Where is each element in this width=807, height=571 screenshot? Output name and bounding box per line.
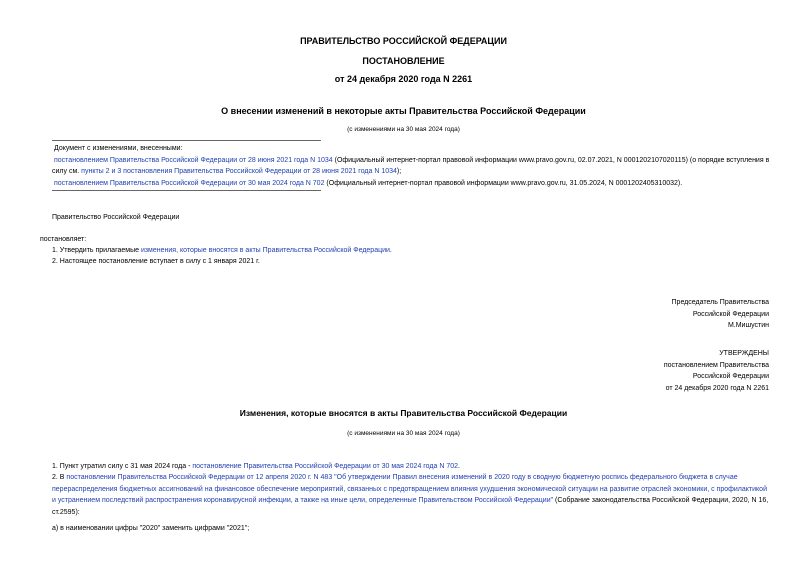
government-heading: ПРАВИТЕЛЬСТВО РОССИЙСКОЙ ФЕДЕРАЦИИ (300, 36, 507, 46)
document-type: ПОСТАНОВЛЕНИЕ (362, 56, 445, 66)
document-date-number: от 24 декабря 2020 года N 2261 (334, 74, 473, 84)
annex-item-2-post: (Собрание законодательства Российской Федерации, 2020, N 16, ст.2595): (52, 497, 769, 516)
signature-name: М.Мишустин (727, 322, 769, 329)
approval-line-1: УТВЕРЖДЕНЫ (719, 350, 769, 357)
changes-top-divider (52, 140, 321, 141)
approval-block (664, 348, 769, 394)
annex-item-1-pre: 1. Пункт утратил силу с 31 мая 2024 года - (52, 463, 193, 470)
annex-item-1-post: . (458, 463, 460, 470)
paragraph-2: 2. Настоящее постановление вступает в силу с 1 января 2021 г. (52, 258, 260, 265)
changes-intro: Документ с изменениями, внесенными: (54, 145, 183, 152)
signature-block (672, 297, 769, 332)
change-link-1034[interactable]: постановлением Правительства Российской Федерации от 28 июня 2021 года N 1034 (54, 156, 333, 164)
signature-line-1: Председатель Правительства (671, 299, 769, 306)
annex-item-2a: а) в наименовании цифры "2020" заменить цифрами "2021"; (52, 525, 250, 532)
changes-block (52, 143, 772, 189)
change-entry-1 (52, 155, 772, 178)
change-link-1034-points[interactable]: пункты 2 и 3 постановления Правительства Российской Федерации от 28 июня 2021 года N 1034 (81, 168, 397, 175)
paragraph-1-post: . (389, 247, 392, 254)
decides-word: постановляет: (40, 236, 87, 243)
approval-line-2: постановлением Правительства (663, 361, 769, 369)
change-entry-2 (52, 178, 772, 190)
change-entry-1-end: ); (396, 168, 402, 175)
annex-item-1 (52, 461, 772, 473)
edition-note: (с изменениями на 30 мая 2024 года) (347, 126, 460, 133)
annex-item-2 (52, 472, 772, 518)
signature-line-2: Российской Федерации (692, 310, 769, 318)
annex-edition-note: (с изменениями на 30 мая 2024 года) (347, 430, 460, 437)
change-link-702[interactable]: постановлением Правительства Российской Федерации от 30 мая 2024 года N 702 (54, 179, 325, 187)
annex-item-2-link[interactable]: постановлении Правительства Российской Федерации от 12 апреля 2020 г. N 483 "Об утверждении Правил внесения изменений в 2020 году в сводную бюджетную роспись федерального бюджета в случае перераспределения бюджетных ассигнований на финансовое обеспечение мероприятий, связанных с предотвращением влияния ухудшения экономической ситуации на развитие отраслей экономики, с профилактикой и устранением последствий распространения коронавирусной инфекции, а также на иные цели, определенные Правительством Российской Федерации" (52, 474, 767, 504)
approved-changes-link[interactable]: изменения, которые вносятся в акты Правительства Российской Федерации (140, 247, 390, 254)
annex-title: Изменения, которые вносятся в акты Правительства Российской Федерации (239, 408, 568, 418)
approval-line-4: от 24 декабря 2020 года N 2261 (665, 384, 769, 392)
paragraph-1-pre: 1. Утвердить прилагаемые (52, 247, 141, 254)
change-entry-1-text: (Официальный интернет-портал правовой информации www.pravo.gov.ru, 02.07.2021, N 0001202107020115) (о порядке вступления в силу см. (52, 156, 770, 175)
annex-item-2-pre: 2. В (52, 474, 67, 481)
document-title: О внесении изменений в некоторые акты Правительства Российской Федерации (221, 106, 586, 116)
changes-bottom-divider (52, 190, 321, 191)
approval-line-3: Российской Федерации (692, 373, 769, 380)
annex-item-1-link[interactable]: постановление Правительства Российской Федерации от 30 мая 2024 года N 702 (192, 463, 459, 470)
government-subject: Правительство Российской Федерации (52, 214, 180, 221)
change-entry-2-text: (Официальный интернет-портал правовой информации www.pravo.gov.ru, 31.05.2024, N 0001202405310032). (324, 179, 683, 187)
